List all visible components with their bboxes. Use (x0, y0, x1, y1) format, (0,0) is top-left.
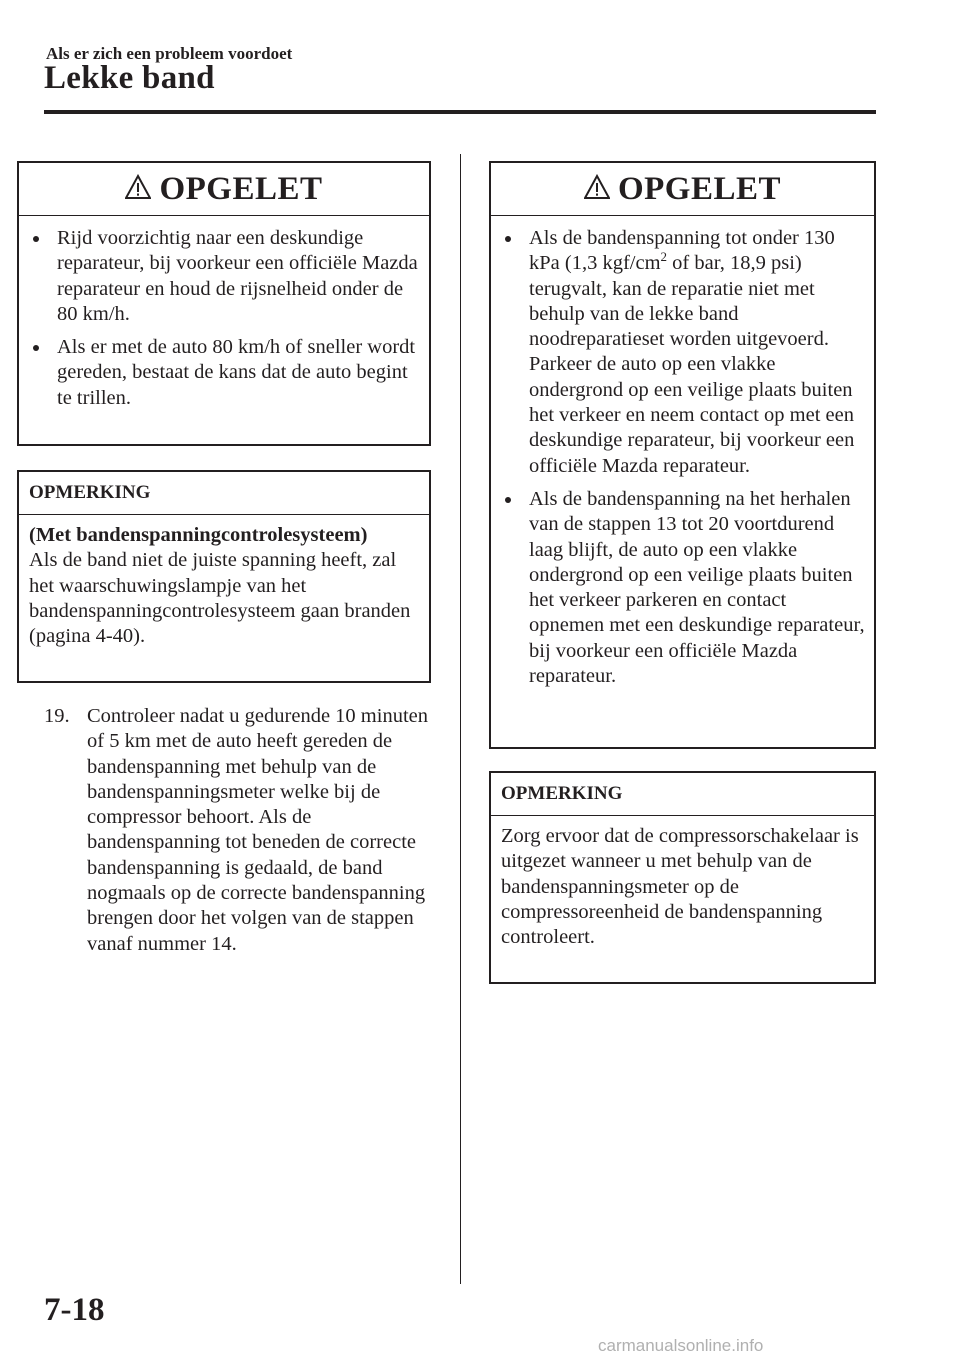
note-text: Als de band niet de juiste spanning heeft, zal het waarschuwingslampje van het bandenspanningcontrolesysteem gaan branden (pagina 4-40). (29, 549, 411, 648)
note-text: Zorg ervoor dat de compressorschakelaar is uitgezet wanneer u met behulp van de bandenspanningsmeter op de compressoreenheid de bandenspanning controleert. (501, 825, 859, 949)
caution-list (491, 216, 874, 699)
note-header: OPMERKING (19, 472, 429, 515)
caution-item-text: Als er met de auto 80 km/h of sneller wordt gereden, bestaat de kans dat de auto begint te trillen. (57, 336, 416, 409)
warning-triangle-icon (584, 174, 610, 200)
caution-title: OPGELET (159, 170, 323, 207)
caution-item (503, 226, 866, 479)
section-label: Als er zich een probleem voordoet (46, 44, 293, 63)
bullet-icon (505, 497, 511, 503)
right-note-box (489, 771, 876, 984)
step-number: 19. (44, 705, 70, 727)
caution-header (19, 163, 429, 216)
left-caution-box (17, 161, 431, 446)
bullet-icon (33, 236, 39, 242)
watermark: carmanualsonline.info (598, 1336, 764, 1355)
step-19 (44, 704, 434, 957)
caution-list (19, 216, 429, 421)
left-note-box (17, 470, 431, 683)
bullet-icon (33, 345, 39, 351)
header-rule (44, 110, 876, 114)
bullet-icon (505, 236, 511, 242)
warning-triangle-icon (125, 174, 151, 200)
page-title: Lekke band (44, 60, 215, 96)
page-number: 7-18 (44, 1292, 105, 1328)
step-text: Controleer nadat u gedurende 10 minuten of 5 km met de auto heeft gereden de bandenspanning met behulp van de bandenspanningsmeter welke bij de compressor behoort. Als de bandenspanning tot beneden de correcte bandenspanning is gedaald, de band nogmaals op de correcte bandenspanning brengen door het volgen van de stappen vanaf nummer 14. (87, 705, 428, 955)
caution-item (31, 226, 421, 327)
caution-item-text: Rijd voorzichtig naar een deskundige reparateur, bij voorkeur een officiële Mazda reparateur en houd de rijsnelheid onder de 80 km/h. (57, 227, 418, 325)
caution-item-text: Als de bandenspanning tot onder 130 kPa (1,3 kgf/cm (529, 227, 835, 275)
note-body (491, 816, 874, 958)
note-header: OPMERKING (491, 773, 874, 816)
caution-item-text: Als de bandenspanning na het herhalen van de stappen 13 tot 20 voortdurend laag blijft, de auto op een vlakke ondergrond op een veilige plaats buiten het verkeer parkeren en contact opnemen met een deskundige reparateur, bij voorkeur een officiële Mazda reparateur. (529, 487, 865, 688)
column-divider (460, 154, 461, 1284)
caution-title: OPGELET (617, 170, 782, 207)
caution-item (503, 487, 866, 689)
note-body (19, 515, 429, 657)
superscript: 2 (660, 249, 668, 265)
caution-item-text-cont: of bar, 18,9 psi) terugvalt, kan de reparatie niet met behulp van de lekke band noodreparatieset worden uitgevoerd. Parkeer de auto op een vlakke ondergrond op een veilige plaats buiten het verkeer en neem contact op met een deskundige reparateur, bij voorkeur een officiële Mazda reparateur. (529, 252, 855, 477)
caution-header (491, 163, 874, 216)
right-caution-box (489, 161, 876, 749)
note-subtitle: (Met bandenspanningcontrolesysteem) (29, 524, 368, 546)
caution-item (31, 335, 421, 411)
